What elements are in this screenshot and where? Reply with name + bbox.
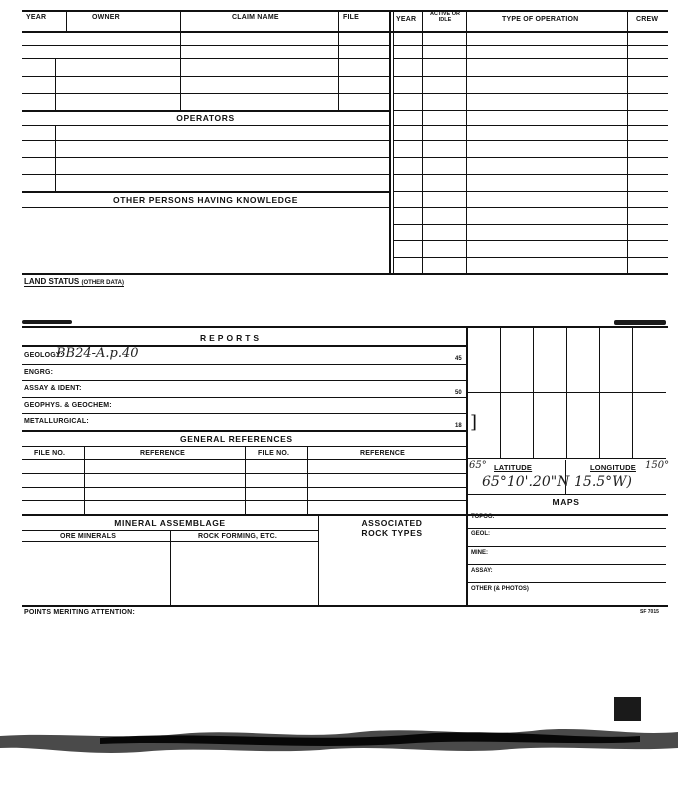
row-line bbox=[466, 564, 666, 565]
longitude-value: 15.5°W) bbox=[574, 474, 633, 490]
row-line bbox=[466, 582, 666, 583]
divider bbox=[170, 530, 171, 606]
mine-label: MINE: bbox=[471, 550, 488, 556]
row-line bbox=[22, 157, 389, 158]
row-line bbox=[393, 224, 668, 225]
page-number-18: 18 bbox=[455, 423, 462, 429]
row-line bbox=[22, 430, 466, 432]
file-no-header: FILE NO. bbox=[34, 450, 66, 457]
longitude-label: LONGITUDE bbox=[590, 463, 636, 472]
row-line bbox=[22, 364, 466, 365]
divider bbox=[338, 12, 339, 31]
row-line bbox=[393, 174, 668, 175]
latitude-label: LATITUDE bbox=[494, 463, 533, 472]
row-line bbox=[22, 459, 466, 460]
page-number-50: 50 bbox=[455, 390, 462, 396]
divider bbox=[66, 12, 67, 31]
divider bbox=[180, 12, 181, 31]
row-line bbox=[22, 413, 466, 414]
row-line bbox=[22, 446, 466, 447]
hole-punch-mark bbox=[22, 320, 72, 324]
row-line bbox=[22, 76, 389, 77]
row-line bbox=[393, 191, 668, 192]
divider bbox=[55, 58, 56, 110]
row-line bbox=[22, 514, 668, 516]
divider bbox=[307, 446, 308, 514]
row-line bbox=[22, 58, 389, 59]
row-line bbox=[22, 125, 389, 126]
row-line bbox=[22, 93, 389, 94]
row-line bbox=[393, 45, 668, 46]
ore-minerals-header: ORE MINERALS bbox=[60, 533, 117, 540]
row-line bbox=[393, 157, 668, 158]
row-line bbox=[393, 207, 668, 208]
geology-value: BB24-A.p.40 bbox=[56, 346, 139, 361]
row-line bbox=[393, 76, 668, 77]
grid-line bbox=[466, 392, 666, 393]
scan-edge-smudge bbox=[0, 718, 678, 758]
reports-heading: REPORTS bbox=[200, 333, 263, 343]
geophys-label: GEOPHYS. & GEOCHEM: bbox=[24, 402, 112, 409]
page-number-45: 45 bbox=[455, 356, 462, 362]
divider bbox=[180, 31, 181, 111]
divider bbox=[55, 125, 56, 191]
maps-heading: MAPS bbox=[552, 497, 580, 507]
associated-heading: ASSOCIATED bbox=[361, 518, 423, 528]
row-line bbox=[22, 397, 466, 398]
row-line bbox=[22, 487, 466, 488]
main-split-line bbox=[389, 10, 391, 274]
col-year2-header: YEAR bbox=[396, 16, 417, 23]
reference-header: REFERENCE bbox=[140, 450, 185, 457]
row-line bbox=[22, 500, 466, 501]
general-references-heading: GENERAL REFERENCES bbox=[180, 434, 293, 444]
divider bbox=[466, 10, 467, 274]
row-line bbox=[393, 140, 668, 141]
main-split-line bbox=[393, 10, 394, 274]
row-line bbox=[393, 110, 668, 111]
section-top-border bbox=[22, 326, 668, 328]
col-owner-header: OWNER bbox=[92, 14, 120, 21]
row-line bbox=[22, 110, 389, 112]
row-line bbox=[22, 174, 389, 175]
latitude-prefix: 65° bbox=[469, 460, 487, 471]
topog-label: TOPOG: bbox=[471, 514, 495, 520]
other-persons-heading: OTHER PERSONS HAVING KNOWLEDGE bbox=[112, 195, 299, 205]
col-type-operation-header: TYPE OF OPERATION bbox=[502, 16, 579, 23]
divider bbox=[338, 31, 339, 111]
mineral-assemblage-heading: MINERAL ASSEMBLAGE bbox=[114, 518, 226, 528]
bracket-mark: ] bbox=[470, 412, 478, 433]
row-line bbox=[22, 207, 389, 208]
file-no-header-2: FILE NO. bbox=[258, 450, 290, 457]
top-border bbox=[22, 10, 668, 12]
divider bbox=[245, 446, 246, 514]
latitude-value: 65°10'.20"N bbox=[482, 474, 570, 490]
land-status-text: LAND STATUS bbox=[24, 277, 80, 286]
assay-ident-label: ASSAY & IDENT: bbox=[24, 385, 82, 392]
points-meriting-attention-label: POINTS MERITING ATTENTION: bbox=[24, 609, 135, 616]
divider bbox=[627, 10, 628, 274]
land-status-label bbox=[24, 277, 124, 287]
col-crew-header: CREW bbox=[636, 16, 659, 23]
reference-header-2: REFERENCE bbox=[360, 450, 405, 457]
other-photos-label: OTHER (& PHOTOS) bbox=[471, 586, 529, 592]
grid-line bbox=[466, 458, 666, 459]
land-status-sub: (OTHER DATA) bbox=[81, 280, 124, 286]
row-line bbox=[393, 125, 668, 126]
header-bottom-border bbox=[22, 31, 668, 33]
operators-heading: OPERATORS bbox=[176, 113, 235, 123]
geology-label: GEOLOGY: bbox=[24, 352, 63, 359]
row-line bbox=[393, 58, 668, 59]
row-line bbox=[22, 473, 466, 474]
bottom-border bbox=[22, 273, 668, 275]
section-bottom-border bbox=[22, 605, 668, 607]
rock-forming-header: ROCK FORMING, ETC. bbox=[198, 533, 278, 540]
hole-punch-mark bbox=[614, 320, 666, 325]
col-year-header: YEAR bbox=[26, 14, 47, 21]
col-claim-name-header: CLAIM NAME bbox=[232, 14, 279, 21]
geol-label: GEOL: bbox=[471, 531, 490, 537]
longitude-suffix: 150° bbox=[645, 460, 670, 471]
engrg-label: ENGRG: bbox=[24, 369, 54, 376]
row-line bbox=[466, 494, 666, 495]
row-line bbox=[466, 528, 666, 529]
assay-map-label: ASSAY: bbox=[471, 568, 493, 574]
row-line bbox=[22, 191, 389, 193]
row-line bbox=[22, 140, 389, 141]
row-line bbox=[466, 546, 666, 547]
row-line bbox=[393, 257, 668, 258]
row-line bbox=[22, 380, 466, 381]
divider bbox=[422, 10, 423, 274]
rock-types-heading: ROCK TYPES bbox=[361, 528, 423, 538]
row-line bbox=[22, 45, 389, 46]
divider bbox=[84, 446, 85, 514]
row-line bbox=[393, 240, 668, 241]
col-file-header: FILE bbox=[343, 14, 359, 21]
form-number: SF 7015 bbox=[640, 609, 659, 615]
metallurgical-label: METALLURGICAL: bbox=[24, 418, 89, 425]
row-line bbox=[393, 93, 668, 94]
col-active-header: ACTIVE OR IDLE bbox=[430, 11, 460, 23]
